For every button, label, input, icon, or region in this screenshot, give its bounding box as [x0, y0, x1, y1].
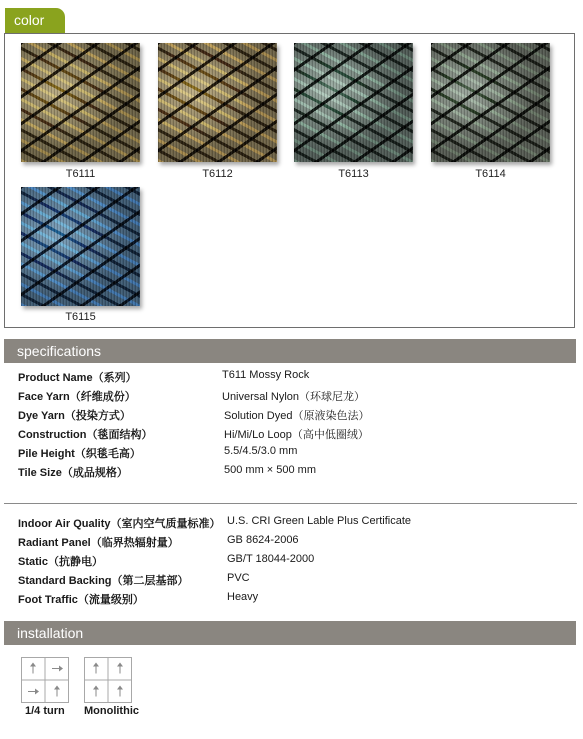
spec-value-foot-traffic: Heavy [227, 591, 259, 603]
spec-value-standard-backing: PVC [227, 572, 250, 584]
spec-label-static: Static（抗静电） [18, 556, 103, 568]
swatch-code-label: T6114 [475, 168, 506, 180]
spec-label-pile-height: Pile Height（织毯毛高） [18, 448, 141, 460]
spec-value-static: GB/T 18044-2000 [227, 553, 315, 565]
carpet-swatch-t6115[interactable] [21, 187, 140, 306]
carpet-swatch-t6114[interactable] [431, 43, 550, 162]
swatch-code-label: T6111 [65, 168, 96, 180]
swatch-code-label: T6115 [65, 311, 96, 323]
spec-label-standard-backing: Standard Backing（第二层基部） [18, 575, 189, 587]
carpet-swatch-t6112[interactable] [158, 43, 277, 162]
spec-label-face-yarn: Face Yarn（纤维成份） [18, 391, 136, 403]
install-label-monolithic: Monolithic [84, 705, 139, 717]
swatch-code-label: T6112 [202, 168, 233, 180]
spec-label-tile-size: Tile Size（成品规格） [18, 467, 128, 479]
quarter-turn-icon [21, 657, 69, 703]
spec-label-construction: Construction（毯面结构） [18, 429, 153, 441]
spec-value-indoor-air-quality: U.S. CRI Green Lable Plus Certificate [227, 515, 412, 527]
monolithic-icon [84, 657, 132, 703]
color-tab: color [5, 8, 65, 33]
carpet-swatch-t6113[interactable] [294, 43, 413, 162]
swatch-code-label: T6113 [338, 168, 369, 180]
spec-value-construction: Hi/Mi/Lo Loop（高中低圈绒） [224, 429, 369, 441]
spec-divider [4, 503, 577, 504]
install-label-quarter-turn: 1/4 turn [25, 705, 65, 717]
spec-value-dye-yarn: Solution Dyed（原液染色法） [224, 410, 370, 422]
carpet-swatch-t6111[interactable] [21, 43, 140, 162]
spec-label-radiant-panel: Radiant Panel（临界热辐射量） [18, 537, 179, 549]
spec-label-dye-yarn: Dye Yarn（投染方式） [18, 410, 131, 422]
spec-label-indoor-air-quality: Indoor Air Quality（室内空气质量标准） [18, 518, 221, 530]
spec-value-product-name: T611 Mossy Rock [222, 369, 310, 381]
spec-value-face-yarn: Universal Nylon（环球尼龙） [222, 391, 366, 403]
spec-value-pile-height: 5.5/4.5/3.0 mm [224, 445, 298, 457]
installation-header: installation [4, 621, 576, 645]
specifications-header: specifications [4, 339, 576, 363]
spec-value-radiant-panel: GB 8624-2006 [227, 534, 299, 546]
spec-value-tile-size: 500 mm × 500 mm [224, 464, 317, 476]
spec-label-foot-traffic: Foot Traffic（流量级别） [18, 594, 144, 606]
spec-label-product-name: Product Name（系列） [18, 372, 137, 384]
